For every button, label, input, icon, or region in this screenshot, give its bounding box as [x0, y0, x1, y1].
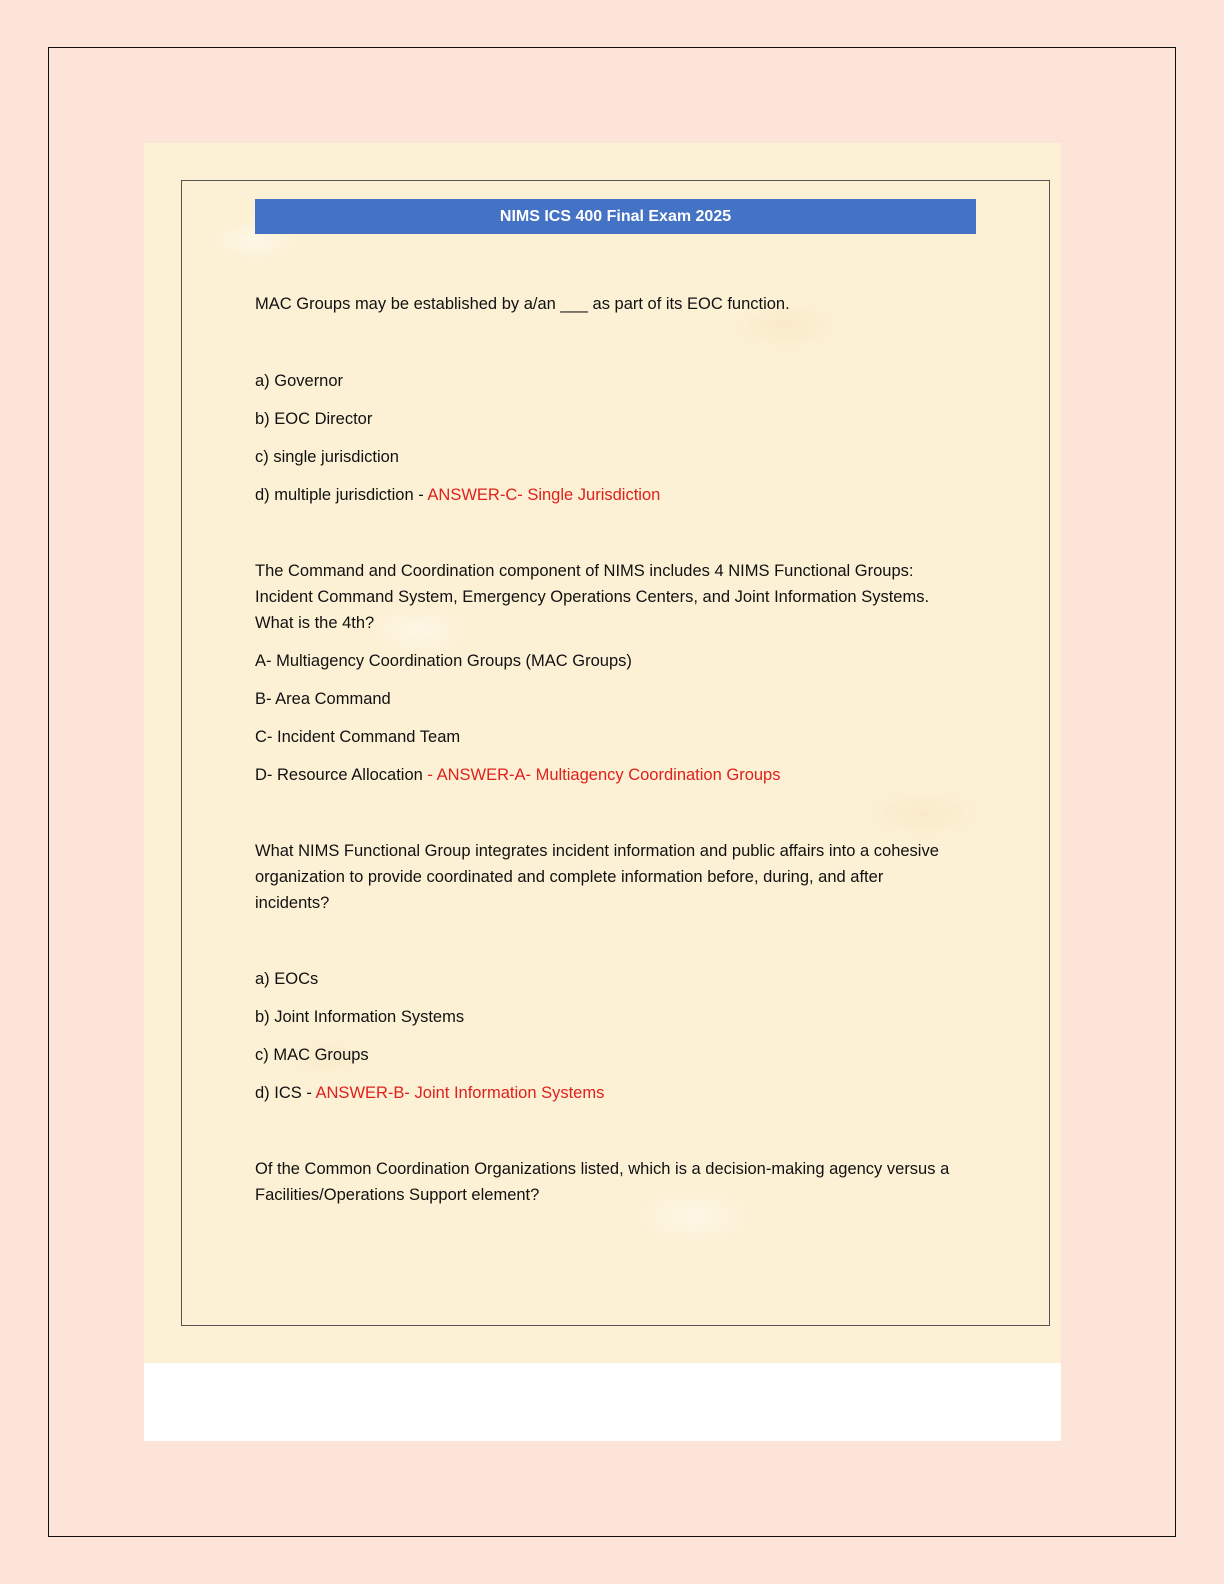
question-1-option-b: b) EOC Director — [255, 410, 373, 428]
question-4-text-line-1: Of the Common Coordination Organizations listed, which is a decision-making agency versus a — [255, 1160, 950, 1178]
question-2-option-d-text: D- Resource Allocation — [255, 766, 428, 784]
question-1-answer: ANSWER-C- Single Jurisdiction — [427, 486, 661, 504]
question-2-option-b: B- Area Command — [255, 690, 391, 708]
question-3-option-d-text: d) ICS - — [255, 1084, 316, 1102]
question-1-option-d — [255, 482, 660, 508]
question-3-option-d — [255, 1080, 604, 1106]
question-2-option-c: C- Incident Command Team — [255, 728, 461, 746]
document-title — [255, 199, 976, 234]
question-3-option-c: c) MAC Groups — [255, 1046, 369, 1064]
question-2-answer: - ANSWER-A- Multiagency Coordination Groups — [427, 766, 781, 784]
question-3-option-b: b) Joint Information Systems — [255, 1008, 465, 1026]
question-2-text-line-3: What is the 4th? — [255, 614, 375, 632]
question-3-option-a: a) EOCs — [255, 970, 319, 988]
question-1-option-a: a) Governor — [255, 372, 344, 390]
question-2-option-a: A- Multiagency Coordination Groups (MAC Groups) — [255, 652, 632, 670]
question-1-text: MAC Groups may be established by a/an ___ as part of its EOC function. — [255, 295, 790, 313]
document-title-text: NIMS ICS 400 Final Exam 2025 — [499, 207, 732, 225]
document-page — [144, 143, 1061, 1441]
question-3-answer: ANSWER-B- Joint Information Systems — [315, 1084, 605, 1102]
question-3-text-line-2: organization to provide coordinated and complete information before, during, and after — [255, 868, 884, 886]
question-1-option-c: c) single jurisdiction — [255, 448, 399, 466]
content-border — [181, 180, 1050, 1326]
question-3-text-line-3: incidents? — [255, 894, 330, 912]
question-2-text-line-1: The Command and Coordination component of NIMS includes 4 NIMS Functional Groups: — [255, 562, 914, 580]
question-2-option-d — [255, 762, 780, 788]
question-3-text-line-1: What NIMS Functional Group integrates incident information and public affairs into a cohesive — [255, 842, 939, 860]
question-1-option-d-text: d) multiple jurisdiction - — [255, 486, 428, 504]
question-2-text-line-2: Incident Command System, Emergency Operations Centers, and Joint Information Systems. — [255, 588, 930, 606]
question-4-text-line-2: Facilities/Operations Support element? — [255, 1186, 540, 1204]
